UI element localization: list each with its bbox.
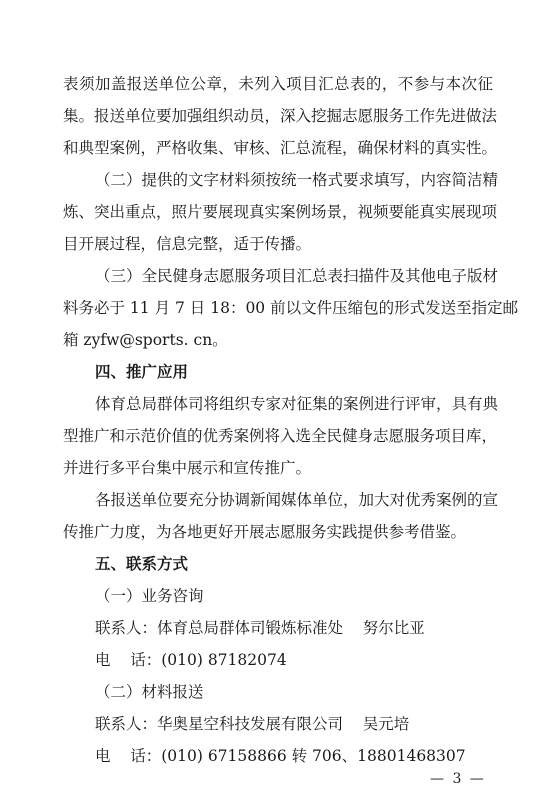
paragraph-line: 并进行多平台集中展示和宣传推广。 <box>63 459 312 477</box>
contact-person: 联系人：华奥星空科技发展有限公司 吴元培 <box>95 715 410 733</box>
paragraph-line: 表须加盖报送单位公章，未列入项目汇总表的，不参与本次征 <box>63 75 493 93</box>
paragraph-line: 体育总局群体司将组织专家对征集的案例进行评审，具有典 <box>95 395 499 413</box>
contact-person: 联系人：体育总局群体司锻炼标准处 努尔比亚 <box>95 619 425 637</box>
contact-phone: 电 话：(010) 87182074 <box>95 651 287 669</box>
paragraph-line: 料务必于 11 月 7 日 18：00 前以文件压缩包的形式发送至指定邮 <box>63 299 519 317</box>
section-heading: 四、推广应用 <box>95 363 189 381</box>
paragraph-line: 集。报送单位要加强组织动员，深入挖掘志愿服务工作先进做法 <box>63 107 498 125</box>
paragraph-line: 各报送单位要充分协调新闻媒体单位，加大对优秀案例的宣 <box>95 491 499 509</box>
paragraph-line: 箱 zyfw@sports. cn。 <box>63 331 228 349</box>
paragraph-line: 和典型案例，严格收集、审核、汇总流程，确保材料的真实性。 <box>63 139 498 157</box>
paragraph-line: 传推广力度，为各地更好开展志愿服务实践提供参考借鉴。 <box>63 523 467 541</box>
paragraph-line: （二）提供的文字材料须按统一格式要求填写，内容简洁精 <box>95 171 499 189</box>
paragraph-line: 目开展过程，信息完整，适于传播。 <box>63 235 312 253</box>
contact-phone: 电 话：(010) 67158866 转 706、18801468307 <box>95 747 466 765</box>
paragraph-line: 型推广和示范价值的优秀案例将入选全民健身志愿服务项目库， <box>63 427 498 445</box>
paragraph-line: （三）全民健身志愿服务项目汇总表扫描件及其他电子版材 <box>95 267 499 285</box>
subsection-title: （一）业务咨询 <box>95 587 204 605</box>
subsection-title: （二）材料报送 <box>95 683 204 701</box>
paragraph-line: 炼、突出重点，照片要展现真实案例场景，视频要能真实展现项 <box>63 203 498 221</box>
section-heading: 五、联系方式 <box>95 555 189 573</box>
page-number: — 3 — <box>430 771 486 787</box>
